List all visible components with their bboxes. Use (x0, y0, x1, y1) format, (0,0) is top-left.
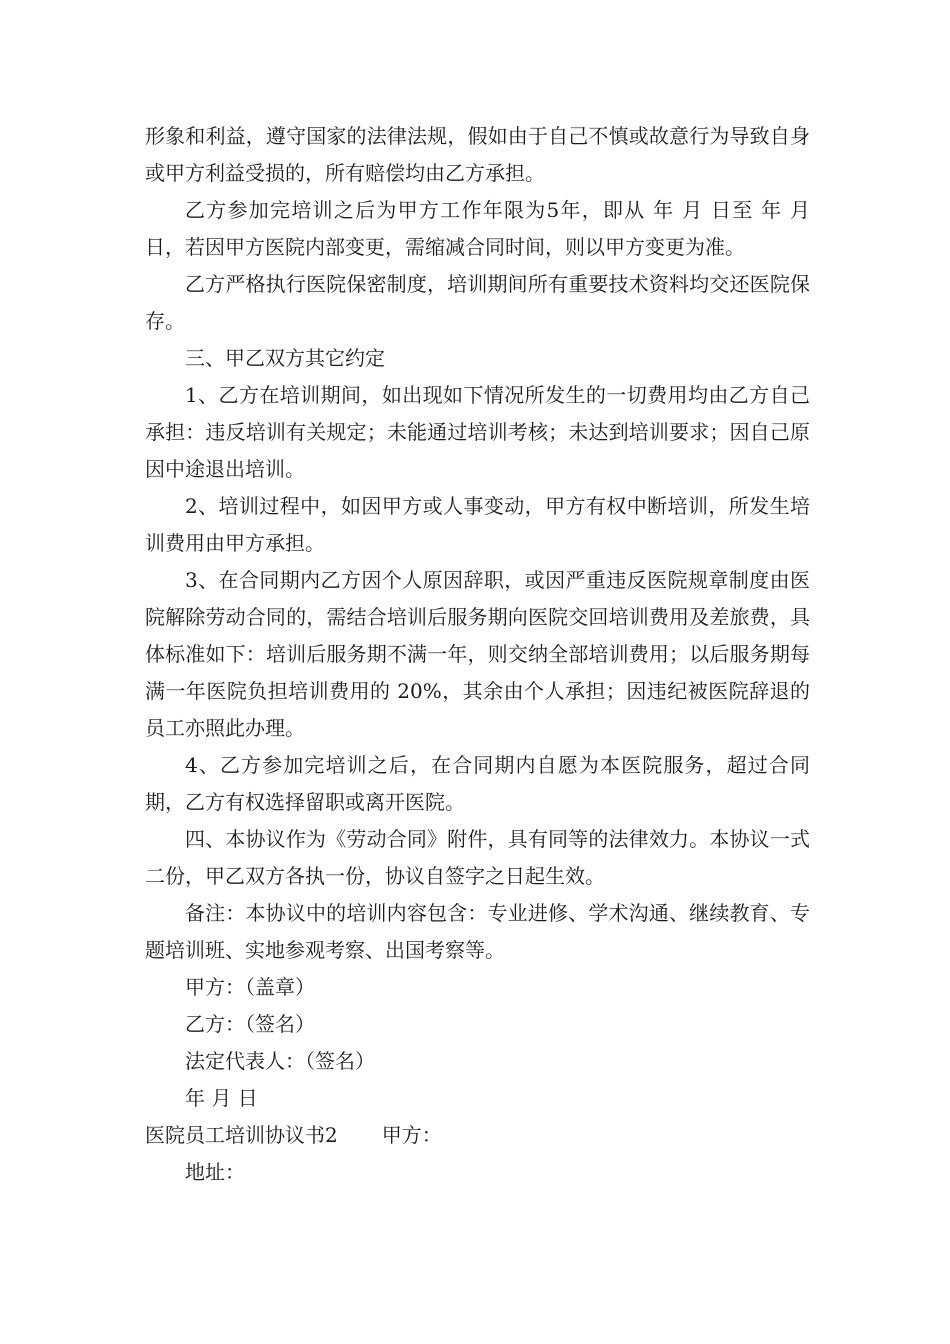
next-party-a-label: 甲方： (381, 1123, 442, 1147)
paragraph-confidentiality: 乙方严格执行医院保密制度，培训期间所有重要技术资料均交还医院保存。 (145, 272, 810, 333)
party-b-signature: 乙方：（签名） (185, 1012, 315, 1036)
address-label: 地址： (185, 1160, 245, 1184)
document-body (145, 118, 810, 1191)
next-agreement-header (145, 1117, 810, 1154)
spacer (338, 1117, 382, 1154)
legal-representative-signature: 法定代表人：（签名） (185, 1049, 375, 1073)
next-agreement-title: 医院员工培训协议书2 (145, 1123, 338, 1147)
clause-2: 2、培训过程中，如因甲方或人事变动，甲方有权中断培训，所发生培训费用由甲方承担。 (145, 494, 810, 555)
party-a-seal: 甲方：（盖章） (185, 975, 315, 999)
paragraph-continuation: 形象和利益，遵守国家的法律法规，假如由于自己不慎或故意行为导致自身或甲方利益受损的，所有赔偿均由乙方承担。 (145, 124, 810, 185)
clause-4: 4、乙方参加完培训之后，在合同期内自愿为本医院服务，超过合同期，乙方有权选择留职或离开医院。 (145, 753, 810, 814)
remarks-paragraph: 备注：本协议中的培训内容包含：专业进修、学术沟通、继续教育、专题培训班、实地参观考察、出国考察等。 (145, 901, 810, 962)
clause-3: 3、在合同期内乙方因个人原因辞职，或因严重违反医院规章制度由医院解除劳动合同的，需结合培训后服务期向医院交回培训费用及差旅费，具体标准如下：培训后服务期不满一年，则交纳全部培训费用；以后服务期每满一年医院负担培训费用的 20%，其余由个人承担；因违纪被医院辞退的员工亦照此办理。 (145, 568, 810, 740)
paragraph-service-term: 乙方参加完培训之后为甲方工作年限为5年，即从 年 月 日至 年 月 日，若因甲方医院内部变更，需缩减合同时间，则以甲方变更为准。 (145, 198, 810, 259)
section-heading-other-terms: 三、甲乙双方其它约定 (185, 346, 385, 370)
date-line: 年 月 日 (185, 1086, 258, 1110)
section-four-legal-effect: 四、本协议作为《劳动合同》附件，具有同等的法律效力。本协议一式二份，甲乙双方各执一份，协议自签字之日起生效。 (145, 827, 810, 888)
clause-1: 1、乙方在培训期间，如出现如下情况所发生的一切费用均由乙方自己承担：违反培训有关规定；未能通过培训考核；未达到培训要求；因自己原因中途退出培训。 (145, 383, 810, 481)
